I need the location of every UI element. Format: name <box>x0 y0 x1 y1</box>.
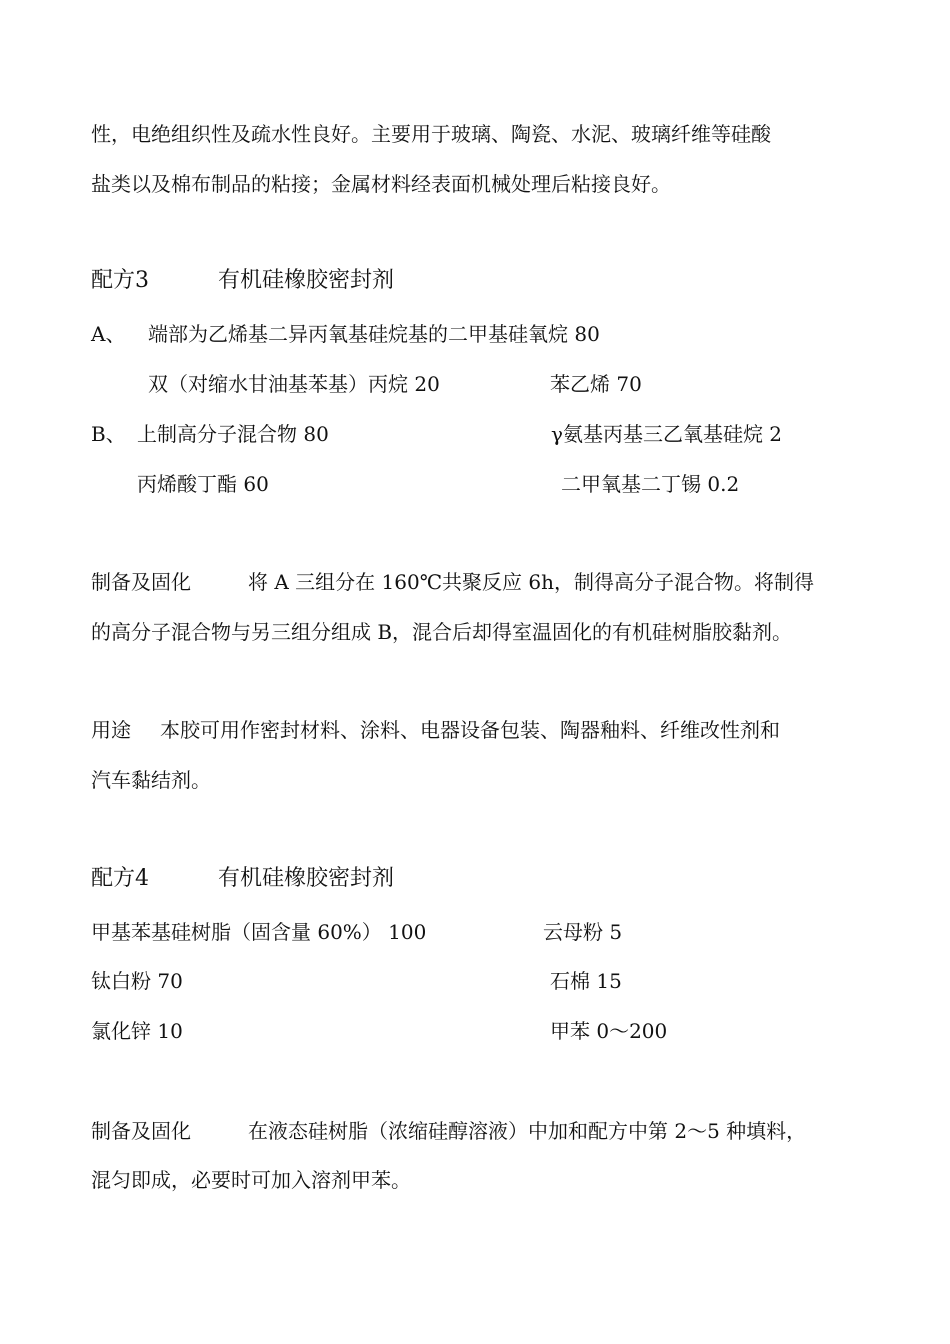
formula3-use-label: 用途 <box>91 718 131 742</box>
formula3-prep-line-1: 将 A 三组分在 160℃共聚反应 6h，制得高分子混合物。将制得 <box>248 570 815 594</box>
formula3-use-line-2: 汽车黏结剂。 <box>91 768 211 792</box>
formula4-prep-line-2: 混匀即成，必要时可加入溶剂甲苯。 <box>91 1168 411 1192</box>
formula3-prep-label: 制备及固化 <box>91 570 191 594</box>
formula3-b-item-1: 上制高分子混合物 80 <box>137 422 329 446</box>
formula3-b-item-3: 丙烯酸丁酯 60 <box>137 472 269 496</box>
formula4-item-4: 石棉 15 <box>550 969 622 993</box>
formula3-a-item-2: 双（对缩水甘油基苯基）丙烷 20 <box>148 372 440 396</box>
intro-line-2: 盐类以及棉布制品的粘接；金属材料经表面机械处理后粘接良好。 <box>91 172 671 196</box>
formula4-item-5: 氯化锌 10 <box>91 1019 183 1043</box>
formula3-a-marker: A、 <box>91 322 126 346</box>
formula4-item-3: 钛白粉 70 <box>91 969 183 993</box>
formula3-prep-line-2: 的高分子混合物与另三组分组成 B，混合后却得室温固化的有机硅树脂胶黏剂。 <box>91 620 793 644</box>
formula3-a-item-3: 苯乙烯 70 <box>550 372 642 396</box>
formula3-a-item-1: 端部为乙烯基二异丙氧基硅烷基的二甲基硅氧烷 80 <box>148 322 600 346</box>
formula4-prep-label: 制备及固化 <box>91 1119 191 1143</box>
intro-line-1: 性，电绝组织性及疏水性良好。主要用于玻璃、陶瓷、水泥、玻璃纤维等硅酸 <box>91 122 771 146</box>
formula4-label: 配方4 <box>91 866 149 891</box>
formula3-title: 有机硅橡胶密封剂 <box>218 268 395 293</box>
formula4-prep-line-1: 在液态硅树脂（浓缩硅醇溶液）中加和配方中第 2～5 种填料， <box>248 1119 807 1143</box>
formula3-label: 配方3 <box>91 268 149 293</box>
formula3-b-item-4: 二甲氧基二丁锡 0.2 <box>561 472 740 496</box>
formula4-title: 有机硅橡胶密封剂 <box>218 866 395 891</box>
formula4-item-1: 甲基苯基硅树脂（固含量 60%） 100 <box>91 920 427 944</box>
formula3-b-item-2: γ氨基丙基三乙氧基硅烷 2 <box>551 422 783 446</box>
formula3-b-marker: B、 <box>91 422 126 446</box>
formula4-item-6: 甲苯 0～200 <box>550 1019 668 1043</box>
formula4-item-2: 云母粉 5 <box>543 920 623 944</box>
formula3-use-line-1: 本胶可用作密封材料、涂料、电器设备包装、陶器釉料、纤维改性剂和 <box>160 718 780 742</box>
